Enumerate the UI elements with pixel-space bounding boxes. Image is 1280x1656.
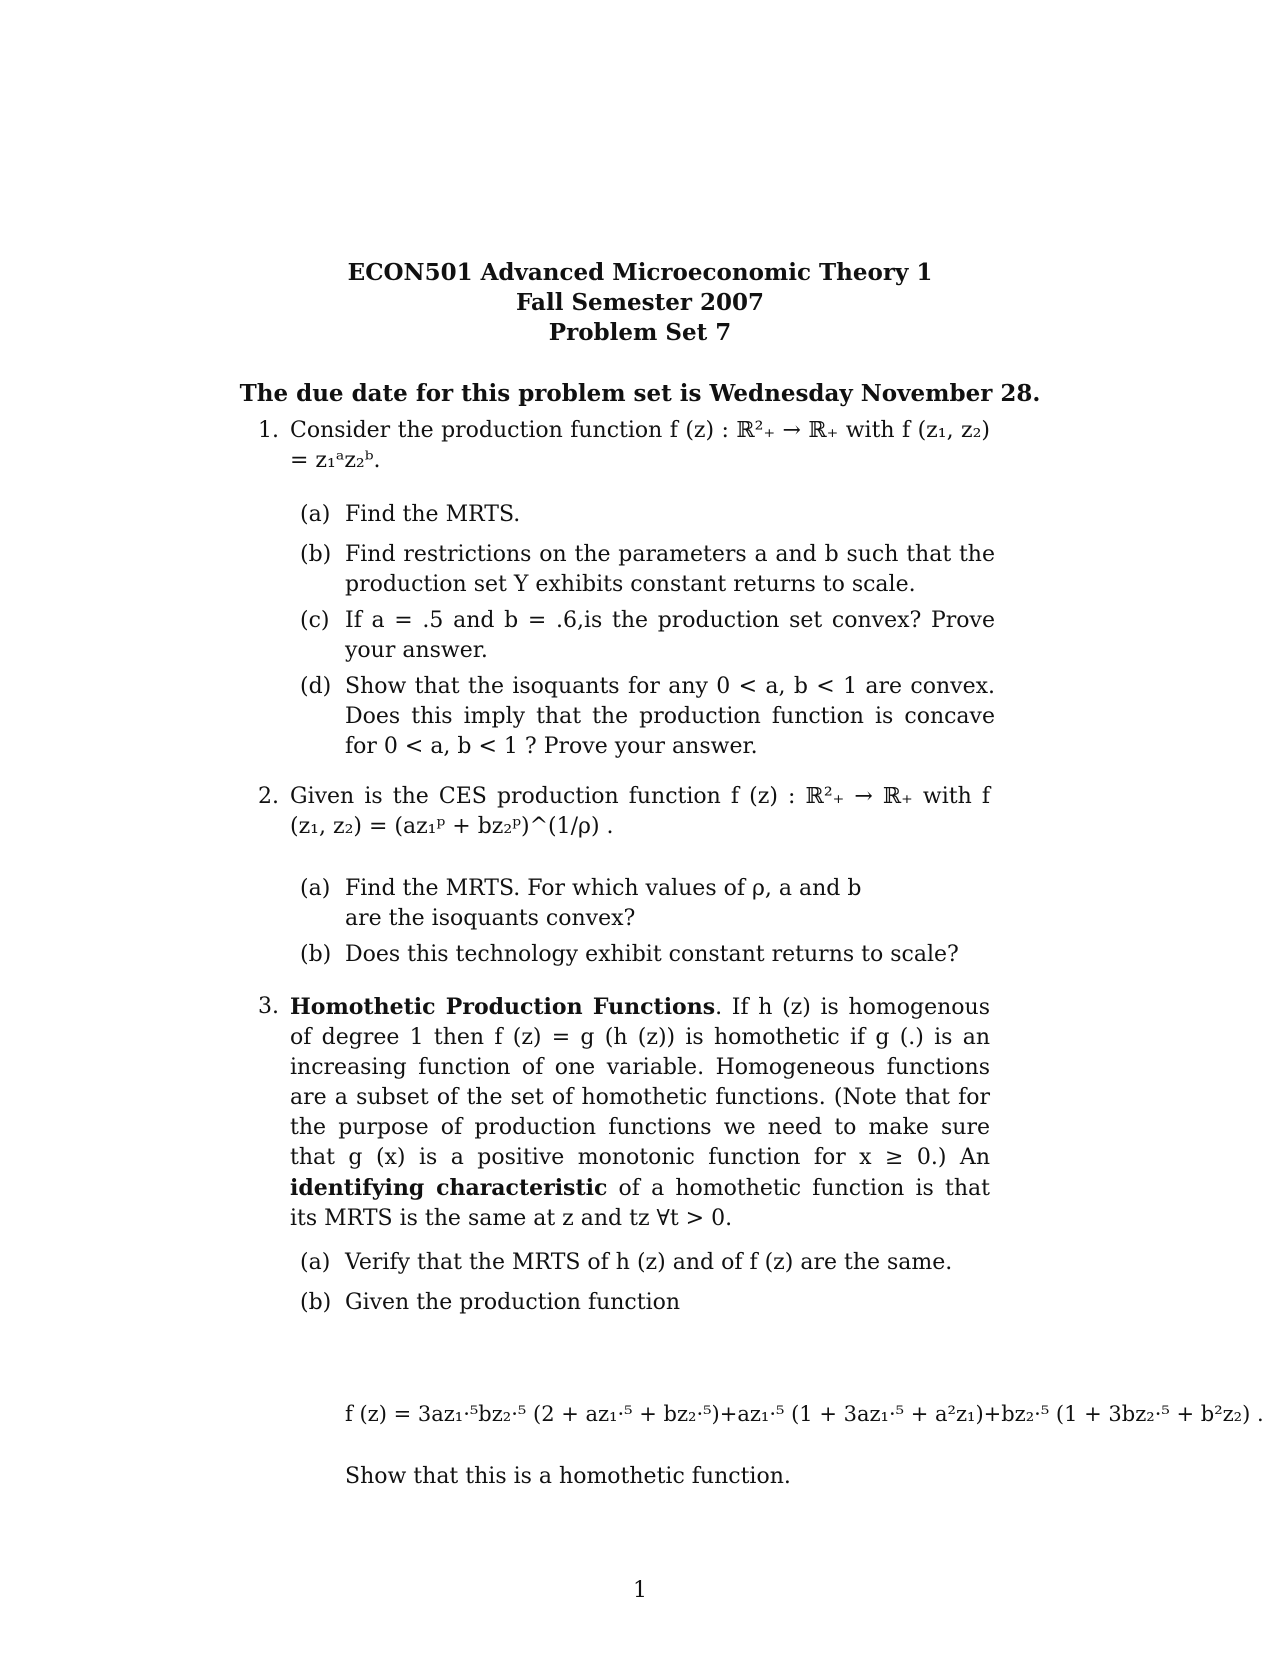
problem-2 [258, 782, 990, 842]
bold-phrase: identifying characteristic [290, 1175, 608, 1201]
problem-3a [300, 1248, 995, 1278]
part-text: Find the MRTS. For which values of ρ, a and b are the isoquants convex? [345, 876, 862, 931]
page-number: 1 [633, 1578, 647, 1603]
part-label: (b) [300, 1290, 332, 1315]
semester: Fall Semester 2007 [515, 289, 764, 316]
part-label: (b) [300, 942, 332, 967]
course-title: ECON501 Advanced Microeconomic Theory 1 [347, 259, 933, 286]
production-function-equation: f (z) = 3az₁·⁵bz₂·⁵ (2 + az₁·⁵ + bz₂·⁵)+az₁·⁵ (1 + 3az₁·⁵ + a²z₁)+bz₂·⁵ (1 + 3bz₂·⁵ + b²z₂) . [345, 1402, 1264, 1426]
part-text: Find the MRTS. [345, 502, 521, 527]
problem-2a [300, 874, 865, 934]
due-date: The due date for this problem set is Wednesday November 28. [239, 380, 1041, 407]
problem-3b-closing: Show that this is a homothetic function. [345, 1464, 791, 1489]
document-header [0, 258, 1280, 348]
part-label: (a) [300, 876, 331, 901]
problem-intro: . If h (z) is homogenous of degree 1 then f (z) = g (h (z)) is homothetic if g (.) is an increasing function of one variable. Homogeneous functions are a subset of the set of homothetic functions. (Note that for the purpose of production functions we need to make sure that g (x) is a positive monotonic function for x ≥ 0.) An [290, 995, 990, 1170]
part-label: (c) [300, 608, 330, 633]
problem-number: 1. [258, 418, 279, 443]
part-label: (d) [300, 674, 332, 699]
problem-intro: Given is the CES production function f (z) : ℝ²₊ → ℝ₊ with f (z₁, z₂) = (az₁ᵖ + bz₂ᵖ)^(1/ρ) . [290, 784, 990, 839]
problem-intro-end: of a homothetic function is that its MRTS is the same at z and tz ∀t > 0. [290, 1176, 990, 1231]
problem-1c [300, 606, 995, 666]
problem-number: 3. [258, 994, 279, 1019]
part-text: If a = .5 and b = .6,is the production set convex? Prove your answer. [345, 608, 995, 663]
problem-number: 2. [258, 784, 279, 809]
problem-title: Homothetic Production Functions [290, 994, 716, 1020]
problem-3b [300, 1288, 995, 1318]
part-text: Verify that the MRTS of h (z) and of f (z) are the same. [345, 1250, 953, 1275]
part-text: Find restrictions on the parameters a and b such that the production set Y exhibits constant returns to scale. [345, 542, 995, 597]
part-text: Show that the isoquants for any 0 < a, b < 1 are convex. Does this imply that the production function is concave for 0 < a, b < 1 ? Prove your answer. [345, 674, 995, 759]
part-label: (a) [300, 502, 331, 527]
problem-1b [300, 540, 995, 600]
problem-3 [258, 992, 990, 1234]
problem-intro: Consider the production function f (z) : ℝ²₊ → ℝ₊ with f (z₁, z₂) = z₁ᵃz₂ᵇ. [290, 418, 990, 473]
problem-1d [300, 672, 995, 762]
part-label: (a) [300, 1250, 331, 1275]
problem-2b [300, 940, 995, 970]
part-text: Does this technology exhibit constant returns to scale? [345, 942, 959, 967]
problem-1 [258, 416, 990, 476]
part-text: Given the production function [345, 1290, 681, 1315]
problem-set-title: Problem Set 7 [548, 319, 732, 346]
problem-1a [300, 500, 995, 530]
part-label: (b) [300, 542, 332, 567]
